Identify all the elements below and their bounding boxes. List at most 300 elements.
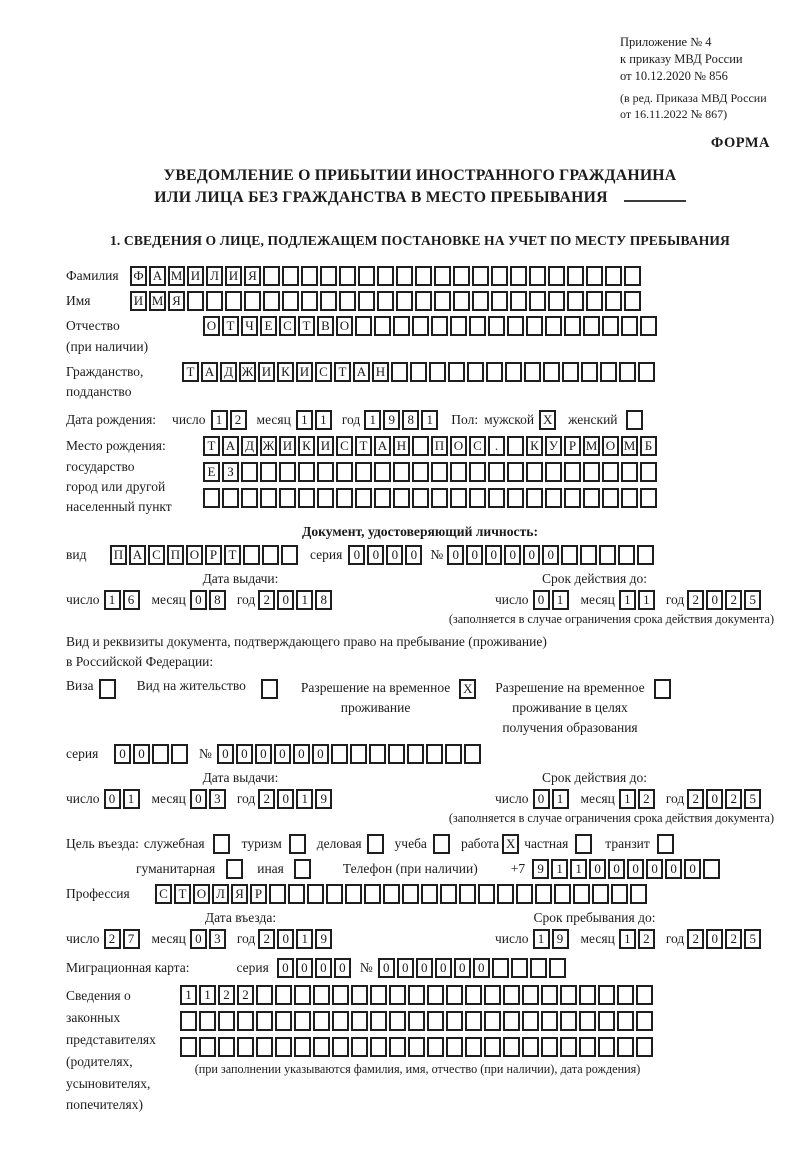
filled-cell[interactable]: 1 (296, 590, 313, 610)
empty-cell[interactable] (621, 488, 638, 508)
filled-cell[interactable]: 2 (725, 789, 742, 809)
res-issue-year-cells[interactable] (258, 789, 334, 809)
empty-cell[interactable] (703, 859, 720, 879)
filled-cell[interactable]: 9 (315, 789, 332, 809)
filled-cell[interactable]: 1 (296, 929, 313, 949)
empty-cell[interactable] (431, 488, 448, 508)
empty-cell[interactable] (507, 488, 524, 508)
id-issue-day-cells[interactable] (104, 590, 142, 610)
id-number-cells[interactable] (447, 545, 656, 565)
filled-cell[interactable]: З (222, 462, 239, 482)
filled-cell[interactable]: 0 (523, 545, 540, 565)
empty-cell[interactable] (492, 958, 509, 978)
empty-cell[interactable] (575, 834, 592, 854)
empty-cell[interactable] (263, 291, 280, 311)
filled-cell[interactable]: Н (372, 362, 389, 382)
filled-cell[interactable]: 1 (638, 590, 655, 610)
filled-cell[interactable]: 0 (367, 545, 384, 565)
filled-cell[interactable]: 2 (237, 985, 254, 1005)
res-valid-month-cells[interactable] (619, 789, 657, 809)
filled-cell[interactable]: М (149, 291, 166, 311)
empty-cell[interactable] (611, 884, 628, 904)
empty-cell[interactable] (225, 291, 242, 311)
empty-cell[interactable] (336, 462, 353, 482)
filled-cell[interactable]: 0 (277, 789, 294, 809)
empty-cell[interactable] (491, 266, 508, 286)
empty-cell[interactable] (488, 316, 505, 336)
empty-cell[interactable] (586, 266, 603, 286)
empty-cell[interactable] (602, 316, 619, 336)
filled-cell[interactable]: 0 (236, 744, 253, 764)
entry-day-cells[interactable] (104, 929, 142, 949)
filled-cell[interactable]: 2 (687, 929, 704, 949)
empty-cell[interactable] (526, 316, 543, 336)
empty-cell[interactable] (389, 985, 406, 1005)
id-valid-month-cells[interactable] (619, 590, 657, 610)
empty-cell[interactable] (377, 291, 394, 311)
empty-cell[interactable] (526, 462, 543, 482)
empty-cell[interactable] (469, 316, 486, 336)
empty-cell[interactable] (351, 1037, 368, 1057)
empty-cell[interactable] (624, 291, 641, 311)
empty-cell[interactable] (213, 834, 230, 854)
filled-cell[interactable]: О (450, 436, 467, 456)
empty-cell[interactable] (317, 488, 334, 508)
empty-cell[interactable] (377, 266, 394, 286)
filled-cell[interactable]: Д (241, 436, 258, 456)
empty-cell[interactable] (510, 266, 527, 286)
empty-cell[interactable] (446, 1011, 463, 1031)
empty-cell[interactable] (294, 1011, 311, 1031)
empty-cell[interactable] (426, 744, 443, 764)
empty-cell[interactable] (369, 744, 386, 764)
filled-cell[interactable]: 2 (258, 590, 275, 610)
empty-cell[interactable] (332, 1011, 349, 1031)
empty-cell[interactable] (355, 462, 372, 482)
checkbox-purpose-work[interactable] (502, 834, 521, 854)
empty-cell[interactable] (256, 1011, 273, 1031)
empty-cell[interactable] (600, 362, 617, 382)
empty-cell[interactable] (605, 266, 622, 286)
empty-cell[interactable] (396, 291, 413, 311)
empty-cell[interactable] (434, 291, 451, 311)
entry-year-cells[interactable] (258, 929, 334, 949)
filled-cell[interactable]: 1 (296, 410, 313, 430)
filled-cell[interactable]: Е (203, 462, 220, 482)
filled-cell[interactable]: 0 (665, 859, 682, 879)
filled-cell[interactable]: Т (224, 545, 241, 565)
filled-cell[interactable]: П (110, 545, 127, 565)
empty-cell[interactable] (218, 1011, 235, 1031)
checkbox-temp-residence-education[interactable] (654, 679, 673, 699)
filled-cell[interactable]: 0 (706, 789, 723, 809)
filled-cell[interactable]: Д (220, 362, 237, 382)
filled-cell[interactable]: 0 (589, 859, 606, 879)
empty-cell[interactable] (640, 316, 657, 336)
empty-cell[interactable] (412, 488, 429, 508)
empty-cell[interactable] (256, 1037, 273, 1057)
empty-cell[interactable] (412, 316, 429, 336)
filled-cell[interactable]: Т (203, 436, 220, 456)
empty-cell[interactable] (408, 1037, 425, 1057)
filled-cell[interactable]: Ф (130, 266, 147, 286)
filled-cell[interactable]: Н (393, 436, 410, 456)
empty-cell[interactable] (581, 362, 598, 382)
filled-cell[interactable]: 1 (619, 929, 636, 949)
empty-cell[interactable] (617, 1037, 634, 1057)
empty-cell[interactable] (261, 679, 278, 699)
filled-cell[interactable]: Р (564, 436, 581, 456)
filled-cell[interactable]: 1 (123, 789, 140, 809)
filled-cell[interactable]: 1 (296, 789, 313, 809)
mig-number-cells[interactable] (378, 958, 568, 978)
empty-cell[interactable] (511, 958, 528, 978)
empty-cell[interactable] (374, 462, 391, 482)
empty-cell[interactable] (602, 488, 619, 508)
empty-cell[interactable] (484, 985, 501, 1005)
empty-cell[interactable] (636, 1037, 653, 1057)
empty-cell[interactable] (488, 488, 505, 508)
empty-cell[interactable] (507, 436, 524, 456)
checkbox-sex-male[interactable] (539, 410, 558, 430)
checkbox-purpose-private[interactable] (575, 834, 594, 854)
empty-cell[interactable] (549, 958, 566, 978)
empty-cell[interactable] (275, 985, 292, 1005)
filled-cell[interactable]: 0 (296, 958, 313, 978)
filled-cell[interactable]: А (129, 545, 146, 565)
filled-cell[interactable]: 0 (277, 958, 294, 978)
empty-cell[interactable] (467, 362, 484, 382)
empty-cell[interactable] (619, 362, 636, 382)
empty-cell[interactable] (450, 462, 467, 482)
empty-cell[interactable] (491, 291, 508, 311)
empty-cell[interactable] (331, 744, 348, 764)
filled-cell[interactable]: Ж (239, 362, 256, 382)
empty-cell[interactable] (522, 985, 539, 1005)
empty-cell[interactable] (243, 545, 260, 565)
profession-cells[interactable] (155, 884, 649, 904)
empty-cell[interactable] (562, 362, 579, 382)
filled-cell[interactable]: 0 (133, 744, 150, 764)
filled-cell[interactable]: 8 (315, 590, 332, 610)
empty-cell[interactable] (260, 488, 277, 508)
filled-cell[interactable]: 1 (199, 985, 216, 1005)
empty-cell[interactable] (524, 362, 541, 382)
empty-cell[interactable] (203, 488, 220, 508)
empty-cell[interactable] (448, 362, 465, 382)
empty-cell[interactable] (294, 1037, 311, 1057)
empty-cell[interactable] (244, 291, 261, 311)
filled-cell[interactable]: 3 (209, 929, 226, 949)
empty-cell[interactable] (336, 488, 353, 508)
empty-cell[interactable] (624, 266, 641, 286)
filled-cell[interactable]: 0 (627, 859, 644, 879)
empty-cell[interactable] (351, 985, 368, 1005)
empty-cell[interactable] (465, 985, 482, 1005)
empty-cell[interactable] (393, 316, 410, 336)
empty-cell[interactable] (256, 985, 273, 1005)
filled-cell[interactable]: 0 (293, 744, 310, 764)
empty-cell[interactable] (497, 884, 514, 904)
filled-cell[interactable]: 0 (706, 590, 723, 610)
birth-month-cells[interactable] (296, 410, 334, 430)
filled-cell[interactable]: О (193, 884, 210, 904)
empty-cell[interactable] (262, 545, 279, 565)
stay-year-cells[interactable] (687, 929, 763, 949)
filled-cell[interactable]: 0 (435, 958, 452, 978)
filled-cell[interactable]: О (203, 316, 220, 336)
empty-cell[interactable] (332, 985, 349, 1005)
empty-cell[interactable] (583, 316, 600, 336)
empty-cell[interactable] (370, 1037, 387, 1057)
empty-cell[interactable] (241, 462, 258, 482)
birth-place-cells-row2[interactable] (203, 462, 659, 482)
empty-cell[interactable] (640, 462, 657, 482)
filled-cell[interactable]: 0 (348, 545, 365, 565)
empty-cell[interactable] (561, 545, 578, 565)
stay-month-cells[interactable] (619, 929, 657, 949)
filled-cell[interactable]: И (225, 266, 242, 286)
filled-cell[interactable]: 0 (504, 545, 521, 565)
filled-cell[interactable]: 6 (123, 590, 140, 610)
empty-cell[interactable] (350, 744, 367, 764)
filled-cell[interactable]: 0 (114, 744, 131, 764)
empty-cell[interactable] (484, 1011, 501, 1031)
filled-cell[interactable]: 1 (619, 789, 636, 809)
empty-cell[interactable] (548, 266, 565, 286)
empty-cell[interactable] (408, 985, 425, 1005)
filled-cell[interactable]: 2 (638, 789, 655, 809)
filled-cell[interactable]: 2 (230, 410, 247, 430)
filled-cell[interactable]: 0 (277, 929, 294, 949)
empty-cell[interactable] (358, 291, 375, 311)
empty-cell[interactable] (453, 266, 470, 286)
empty-cell[interactable] (637, 545, 654, 565)
empty-cell[interactable] (599, 545, 616, 565)
filled-cell[interactable]: С (336, 436, 353, 456)
filled-cell[interactable]: 0 (334, 958, 351, 978)
empty-cell[interactable] (237, 1037, 254, 1057)
filled-cell[interactable]: А (353, 362, 370, 382)
empty-cell[interactable] (152, 744, 169, 764)
empty-cell[interactable] (326, 884, 343, 904)
empty-cell[interactable] (339, 291, 356, 311)
empty-cell[interactable] (431, 462, 448, 482)
empty-cell[interactable] (263, 266, 280, 286)
res-number-cells[interactable] (217, 744, 483, 764)
filled-cell[interactable]: 2 (725, 929, 742, 949)
empty-cell[interactable] (282, 266, 299, 286)
empty-cell[interactable] (301, 291, 318, 311)
empty-cell[interactable] (507, 316, 524, 336)
empty-cell[interactable] (402, 884, 419, 904)
filled-cell[interactable]: Т (222, 316, 239, 336)
empty-cell[interactable] (529, 291, 546, 311)
filled-cell[interactable]: 1 (180, 985, 197, 1005)
empty-cell[interactable] (313, 1011, 330, 1031)
filled-cell[interactable]: 0 (684, 859, 701, 879)
res-issue-month-cells[interactable] (190, 789, 228, 809)
empty-cell[interactable] (389, 1037, 406, 1057)
doc-kind-cells[interactable] (110, 545, 300, 565)
empty-cell[interactable] (459, 884, 476, 904)
empty-cell[interactable] (294, 859, 311, 879)
filled-cell[interactable]: О (186, 545, 203, 565)
empty-cell[interactable] (298, 462, 315, 482)
empty-cell[interactable] (389, 1011, 406, 1031)
filled-cell[interactable]: С (155, 884, 172, 904)
stay-day-cells[interactable] (533, 929, 571, 949)
empty-cell[interactable] (484, 1037, 501, 1057)
empty-cell[interactable] (580, 545, 597, 565)
empty-cell[interactable] (415, 266, 432, 286)
filled-cell[interactable]: 0 (416, 958, 433, 978)
empty-cell[interactable] (503, 1011, 520, 1031)
filled-cell[interactable]: 2 (687, 590, 704, 610)
patronymic-cells[interactable] (203, 316, 659, 336)
filled-cell[interactable]: Т (182, 362, 199, 382)
empty-cell[interactable] (516, 884, 533, 904)
checkbox-visa[interactable] (99, 679, 118, 699)
empty-cell[interactable] (351, 1011, 368, 1031)
filled-cell[interactable]: 1 (551, 859, 568, 879)
empty-cell[interactable] (279, 488, 296, 508)
filled-cell[interactable]: 1 (211, 410, 228, 430)
filled-cell[interactable]: С (469, 436, 486, 456)
empty-cell[interactable] (199, 1011, 216, 1031)
empty-cell[interactable] (99, 679, 116, 699)
filled-cell[interactable]: 9 (315, 929, 332, 949)
empty-cell[interactable] (237, 1011, 254, 1031)
empty-cell[interactable] (554, 884, 571, 904)
entry-month-cells[interactable] (190, 929, 228, 949)
checkbox-temp-residence[interactable] (459, 679, 478, 699)
res-valid-year-cells[interactable] (687, 789, 763, 809)
filled-cell[interactable]: 0 (386, 545, 403, 565)
filled-cell[interactable]: 7 (123, 929, 140, 949)
res-valid-day-cells[interactable] (533, 789, 571, 809)
empty-cell[interactable] (421, 884, 438, 904)
filled-cell[interactable]: 0 (608, 859, 625, 879)
checkbox-residence-permit[interactable] (261, 679, 280, 699)
empty-cell[interactable] (358, 266, 375, 286)
empty-cell[interactable] (301, 266, 318, 286)
empty-cell[interactable] (431, 316, 448, 336)
empty-cell[interactable] (654, 679, 671, 699)
filled-cell[interactable]: 2 (687, 789, 704, 809)
checkbox-purpose-transit[interactable] (657, 834, 676, 854)
filled-cell[interactable]: И (279, 436, 296, 456)
empty-cell[interactable] (478, 884, 495, 904)
empty-cell[interactable] (465, 1037, 482, 1057)
filled-cell[interactable]: 9 (552, 929, 569, 949)
id-issue-month-cells[interactable] (190, 590, 228, 610)
empty-cell[interactable] (391, 362, 408, 382)
filled-cell[interactable]: Я (244, 266, 261, 286)
empty-cell[interactable] (339, 266, 356, 286)
empty-cell[interactable] (289, 834, 306, 854)
empty-cell[interactable] (415, 291, 432, 311)
empty-cell[interactable] (307, 884, 324, 904)
empty-cell[interactable] (486, 362, 503, 382)
empty-cell[interactable] (472, 291, 489, 311)
filled-cell[interactable]: 9 (383, 410, 400, 430)
empty-cell[interactable] (453, 291, 470, 311)
empty-cell[interactable] (560, 1011, 577, 1031)
checkbox-purpose-official[interactable] (213, 834, 232, 854)
filled-cell[interactable]: 0 (447, 545, 464, 565)
filled-cell[interactable]: 0 (378, 958, 395, 978)
filled-cell[interactable]: О (602, 436, 619, 456)
filled-cell[interactable]: Б (640, 436, 657, 456)
filled-cell[interactable]: В (317, 316, 334, 336)
filled-cell[interactable]: 0 (405, 545, 422, 565)
filled-cell[interactable]: 5 (744, 789, 761, 809)
id-series-cells[interactable] (348, 545, 424, 565)
empty-cell[interactable] (617, 985, 634, 1005)
empty-cell[interactable] (345, 884, 362, 904)
empty-cell[interactable] (427, 1037, 444, 1057)
res-series-cells[interactable] (114, 744, 190, 764)
birth-place-cells-row1[interactable] (203, 436, 659, 456)
filled-cell[interactable]: 0 (190, 789, 207, 809)
empty-cell[interactable] (541, 1011, 558, 1031)
empty-cell[interactable] (529, 266, 546, 286)
filled-cell[interactable]: 0 (542, 545, 559, 565)
filled-cell[interactable]: С (315, 362, 332, 382)
empty-cell[interactable] (355, 316, 372, 336)
empty-cell[interactable] (469, 488, 486, 508)
filled-cell[interactable]: 0 (277, 590, 294, 610)
filled-cell[interactable]: Т (174, 884, 191, 904)
filled-cell[interactable]: Е (260, 316, 277, 336)
empty-cell[interactable] (488, 462, 505, 482)
filled-cell[interactable]: 3 (209, 789, 226, 809)
id-valid-year-cells[interactable] (687, 590, 763, 610)
empty-cell[interactable] (317, 462, 334, 482)
empty-cell[interactable] (630, 884, 647, 904)
filled-cell[interactable]: М (168, 266, 185, 286)
checkbox-purpose-humanitarian[interactable] (226, 859, 245, 879)
filled-cell[interactable]: К (298, 436, 315, 456)
filled-cell[interactable]: П (167, 545, 184, 565)
empty-cell[interactable] (370, 985, 387, 1005)
filled-cell[interactable]: 0 (533, 789, 550, 809)
filled-cell[interactable]: Л (206, 266, 223, 286)
filled-cell[interactable]: 0 (397, 958, 414, 978)
empty-cell[interactable] (434, 266, 451, 286)
empty-cell[interactable] (605, 291, 622, 311)
empty-cell[interactable] (621, 462, 638, 482)
filled-cell[interactable]: 8 (209, 590, 226, 610)
filled-cell[interactable]: 0 (315, 958, 332, 978)
empty-cell[interactable] (522, 1037, 539, 1057)
filled-cell[interactable]: 0 (312, 744, 329, 764)
filled-cell[interactable]: И (130, 291, 147, 311)
filled-cell[interactable]: X (459, 679, 476, 699)
empty-cell[interactable] (602, 462, 619, 482)
filled-cell[interactable]: И (317, 436, 334, 456)
empty-cell[interactable] (469, 462, 486, 482)
empty-cell[interactable] (445, 744, 462, 764)
mig-series-cells[interactable] (277, 958, 353, 978)
empty-cell[interactable] (282, 291, 299, 311)
filled-cell[interactable]: 1 (533, 929, 550, 949)
empty-cell[interactable] (226, 859, 243, 879)
empty-cell[interactable] (171, 744, 188, 764)
checkbox-sex-female[interactable] (626, 410, 645, 430)
empty-cell[interactable] (586, 291, 603, 311)
